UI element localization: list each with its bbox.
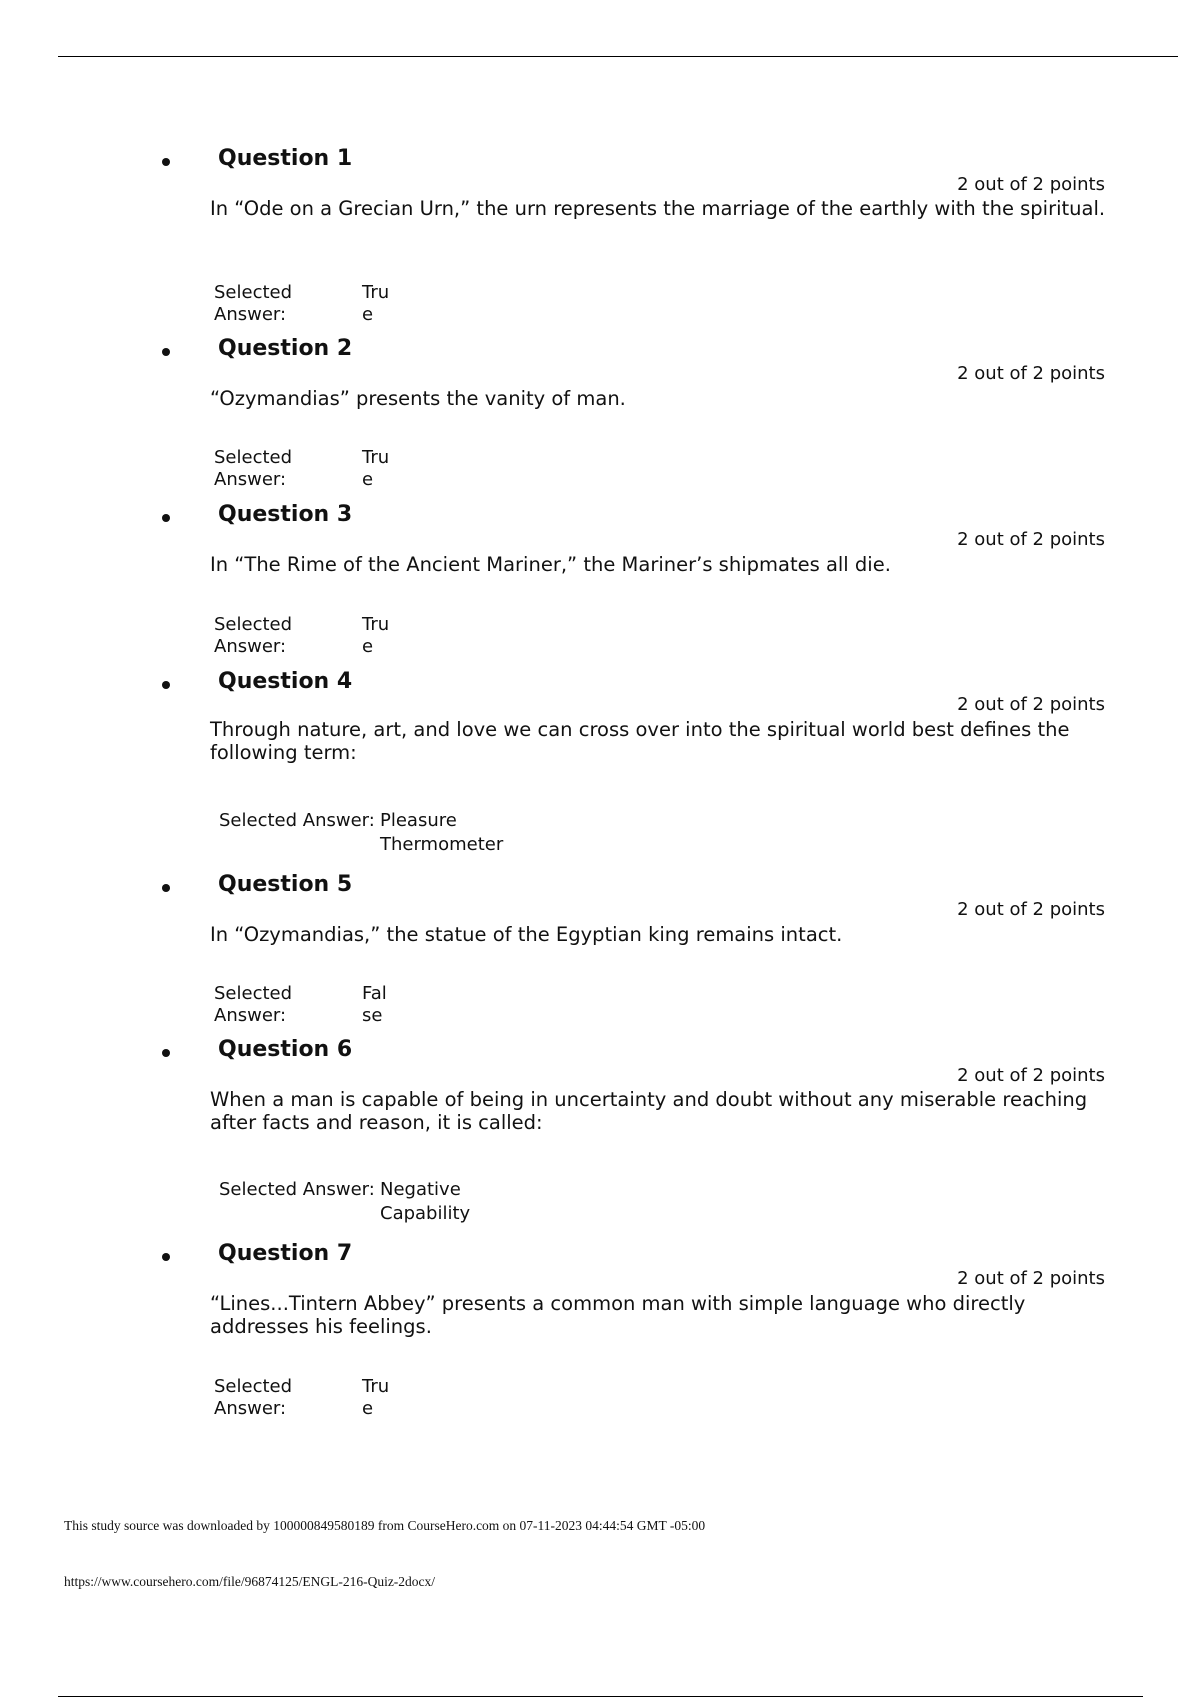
question-title: Question 1 bbox=[218, 146, 353, 171]
question-title: Question 5 bbox=[218, 872, 353, 897]
bullet-icon bbox=[162, 681, 170, 689]
bottom-divider bbox=[58, 1696, 1143, 1697]
selected-answer-value: True bbox=[362, 282, 390, 325]
question-text: When a man is capable of being in uncertainty and doubt without any miserable reaching after facts and reason, it is called: bbox=[210, 1088, 1088, 1134]
answer-table bbox=[214, 1376, 394, 1420]
selected-answer-value: Pleasure Thermometer bbox=[380, 810, 504, 855]
selected-answer-value: True bbox=[362, 614, 390, 657]
selected-answer-label: Selected Answer: bbox=[214, 447, 293, 490]
answer-table bbox=[219, 809, 540, 857]
download-notice: This study source was downloaded by 100000849580189 from CourseHero.com on 07-11-2023 04:44:54 GMT -05:00 bbox=[64, 1518, 706, 1533]
question-title: Question 6 bbox=[218, 1037, 353, 1062]
points-score: 2 out of 2 points bbox=[957, 694, 1105, 715]
selected-answer-label: Selected Answer: bbox=[219, 810, 375, 831]
question-title: Question 3 bbox=[218, 502, 353, 527]
points-score: 2 out of 2 points bbox=[957, 363, 1105, 384]
question-title: Question 2 bbox=[218, 336, 353, 361]
question-text: In “The Rime of the Ancient Mariner,” the Mariner’s shipmates all die. bbox=[210, 553, 891, 576]
points-score: 2 out of 2 points bbox=[957, 1065, 1105, 1086]
points-score: 2 out of 2 points bbox=[957, 529, 1105, 550]
answer-table bbox=[214, 614, 394, 658]
question-title: Question 7 bbox=[218, 1241, 353, 1266]
answer-table bbox=[214, 983, 394, 1027]
answer-table bbox=[214, 447, 394, 491]
answer-table bbox=[214, 282, 394, 326]
selected-answer-value: Negative Capability bbox=[380, 1179, 471, 1224]
question-text: In “Ozymandias,” the statue of the Egyptian king remains intact. bbox=[210, 923, 843, 946]
question-text: “Lines...Tintern Abbey” presents a common man with simple language who directly addresses his feelings. bbox=[210, 1292, 1026, 1338]
selected-answer-label: Selected Answer: bbox=[214, 983, 293, 1026]
selected-answer-value: False bbox=[362, 983, 387, 1026]
selected-answer-label: Selected Answer: bbox=[214, 1376, 293, 1419]
bullet-icon bbox=[162, 1253, 170, 1261]
question-title: Question 4 bbox=[218, 669, 353, 694]
selected-answer-label: Selected Answer: bbox=[214, 614, 293, 657]
selected-answer-label: Selected Answer: bbox=[214, 282, 293, 325]
top-divider bbox=[58, 56, 1178, 57]
bullet-icon bbox=[162, 884, 170, 892]
bullet-icon bbox=[162, 514, 170, 522]
question-text: Through nature, art, and love we can cross over into the spiritual world best defines the following term: bbox=[210, 718, 1070, 764]
question-text: “Ozymandias” presents the vanity of man. bbox=[210, 387, 626, 410]
points-score: 2 out of 2 points bbox=[957, 1268, 1105, 1289]
source-url: https://www.coursehero.com/file/96874125/ENGL-216-Quiz-2docx/ bbox=[64, 1574, 436, 1589]
bullet-icon bbox=[162, 158, 170, 166]
points-score: 2 out of 2 points bbox=[957, 899, 1105, 920]
answer-table bbox=[219, 1178, 540, 1226]
selected-answer-value: True bbox=[362, 447, 390, 490]
points-score: 2 out of 2 points bbox=[957, 174, 1105, 195]
selected-answer-value: True bbox=[362, 1376, 390, 1419]
selected-answer-label: Selected Answer: bbox=[219, 1179, 375, 1200]
bullet-icon bbox=[162, 348, 170, 356]
question-text: In “Ode on a Grecian Urn,” the urn represents the marriage of the earthly with the spiritual. bbox=[210, 197, 1106, 220]
bullet-icon bbox=[162, 1049, 170, 1057]
